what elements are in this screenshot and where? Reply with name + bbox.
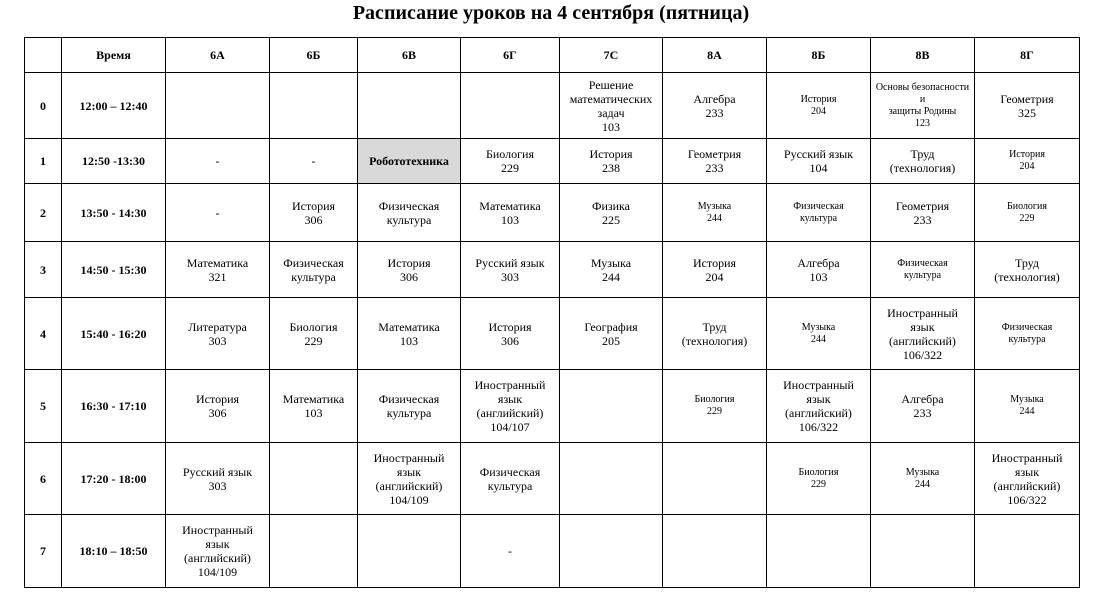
- lesson-cell: [461, 370, 560, 443]
- lesson-number: 3: [25, 242, 62, 298]
- lesson-line: 106/322: [1007, 492, 1047, 507]
- lesson-line: Русский язык: [783, 147, 854, 161]
- lesson-line: 238: [602, 161, 620, 175]
- lesson-line: Физическая: [793, 200, 844, 212]
- lesson-line: Физическая: [1001, 321, 1053, 333]
- lesson-line: культура: [1008, 333, 1046, 345]
- lesson-cell: [767, 184, 871, 242]
- lesson-line: 123: [915, 117, 930, 129]
- lesson-cell: [871, 242, 975, 298]
- lesson-line: задач: [597, 105, 625, 120]
- lesson-number: 7: [25, 515, 62, 588]
- lesson-line: язык: [497, 392, 523, 406]
- lesson-line: 306: [304, 212, 323, 227]
- lesson-line: Иностранный: [783, 378, 854, 392]
- header-cell-6a: 6А: [166, 38, 270, 73]
- lesson-line: Геометрия: [687, 147, 742, 161]
- lesson-cell: [560, 184, 663, 242]
- lesson-line: 306: [400, 269, 418, 284]
- lesson-line: Музыка: [905, 466, 940, 478]
- lesson-line: 104: [809, 161, 828, 175]
- lesson-line: Математика: [186, 255, 249, 270]
- lesson-cell: [975, 370, 1080, 443]
- lesson-cell: [871, 515, 975, 588]
- lesson-line: -: [508, 544, 512, 558]
- lesson-line: (английский): [375, 478, 443, 493]
- lesson-cell: [663, 515, 767, 588]
- lesson-number: 0: [25, 73, 62, 139]
- lesson-line: 103: [400, 333, 418, 348]
- lesson-line: язык: [1014, 464, 1040, 479]
- lesson-line: 303: [208, 478, 227, 493]
- lesson-line: язык: [396, 464, 422, 479]
- lesson-line: 204: [1019, 161, 1035, 172]
- lesson-cell: [461, 515, 560, 588]
- lesson-line: (английский): [993, 478, 1061, 493]
- lesson-line: язык: [910, 319, 935, 334]
- lesson-line: 233: [913, 406, 932, 420]
- lesson-cell: [461, 443, 560, 515]
- lesson-line: 303: [501, 269, 519, 284]
- lesson-line: 104/109: [389, 492, 429, 507]
- lesson-line: История: [291, 198, 336, 213]
- lesson-cell: [166, 515, 270, 588]
- lesson-cell: [270, 139, 358, 184]
- lesson-line: Русский язык: [475, 255, 545, 270]
- lesson-cell: [461, 139, 560, 184]
- lesson-line: 104/107: [490, 420, 530, 434]
- table-row: [25, 242, 1080, 298]
- lesson-cell: [767, 139, 871, 184]
- lesson-line: Литература: [188, 319, 247, 334]
- lesson-cell: [166, 298, 270, 370]
- lesson-line: Алгебра: [693, 91, 736, 106]
- lesson-cell: [975, 298, 1080, 370]
- lesson-line: 244: [602, 269, 620, 284]
- lesson-line: Труд: [910, 147, 935, 161]
- lesson-line: (английский): [476, 406, 544, 420]
- lesson-cell: [663, 73, 767, 139]
- lesson-cell: [166, 242, 270, 298]
- lesson-line: 229: [501, 161, 519, 175]
- lesson-line: культура: [799, 212, 838, 224]
- lesson-cell: [663, 443, 767, 515]
- lesson-line: Иностранный: [474, 378, 546, 392]
- lesson-line: 306: [208, 406, 227, 420]
- lesson-cell: [270, 370, 358, 443]
- lesson-line: Физическая: [378, 392, 440, 406]
- page-title: Расписание уроков на 4 сентября (пятница): [352, 2, 750, 24]
- lesson-time: 12:50 -13:30: [62, 139, 166, 184]
- header-cell-6g: 6Г: [461, 38, 560, 73]
- lesson-line: 244: [811, 333, 826, 345]
- lesson-cell: [560, 515, 663, 588]
- lesson-cell: [767, 298, 871, 370]
- schedule-body: [25, 73, 1080, 588]
- header-cell-8a: 8А: [663, 38, 767, 73]
- lesson-cell: [975, 242, 1080, 298]
- header-row: [25, 38, 1080, 73]
- header-cell-8v: 8В: [871, 38, 975, 73]
- lesson-line: Иностранный: [887, 305, 958, 320]
- lesson-cell: [358, 370, 461, 443]
- lesson-cell: [560, 73, 663, 139]
- lesson-cell: [767, 443, 871, 515]
- lesson-cell: [270, 515, 358, 588]
- lesson-line: Геометрия: [895, 198, 950, 213]
- table-row: [25, 443, 1080, 515]
- lesson-cell: [358, 443, 461, 515]
- header-cell-time: Время: [62, 38, 166, 73]
- lesson-line: Музыка: [1010, 394, 1044, 405]
- lesson-line: 303: [208, 333, 227, 348]
- lesson-cell: [461, 298, 560, 370]
- lesson-cell: [560, 139, 663, 184]
- lesson-line: 104/109: [197, 565, 238, 579]
- lesson-line: Алгебра: [797, 255, 840, 270]
- lesson-line: (английский): [889, 333, 956, 348]
- lesson-cell: [358, 515, 461, 588]
- lesson-cell: [871, 73, 975, 139]
- header-cell-6v: 6В: [358, 38, 461, 73]
- lesson-line: Основы безопасности и: [875, 81, 970, 105]
- lesson-line: -: [311, 154, 316, 168]
- schedule-table: [24, 37, 1080, 588]
- lesson-line: История: [589, 147, 633, 161]
- lesson-line: язык: [205, 537, 230, 551]
- lesson-line: Музыка: [801, 321, 836, 333]
- lesson-line: Алгебра: [901, 392, 944, 406]
- lesson-line: История: [195, 392, 240, 406]
- lesson-line: Физическая: [283, 255, 344, 270]
- lesson-cell: [560, 443, 663, 515]
- lesson-cell: [663, 242, 767, 298]
- lesson-cell: [461, 184, 560, 242]
- lesson-line: 229: [811, 478, 826, 490]
- lesson-cell: [461, 242, 560, 298]
- lesson-cell: [663, 298, 767, 370]
- header-cell-num: [25, 38, 62, 73]
- lesson-line: Музыка: [590, 255, 632, 270]
- lesson-line: Иностранный: [991, 450, 1063, 465]
- lesson-line: Иностранный: [182, 523, 253, 537]
- lesson-line: 244: [1019, 406, 1035, 417]
- lesson-line: 106/322: [798, 420, 839, 434]
- lesson-line: История: [387, 255, 431, 270]
- lesson-line: История: [1009, 149, 1045, 160]
- lesson-line: культура: [386, 212, 432, 227]
- lesson-line: 233: [705, 161, 724, 175]
- lesson-line: 229: [304, 333, 323, 348]
- lesson-line: Биология: [289, 319, 338, 334]
- header-cell-7s: 7С: [560, 38, 663, 73]
- lesson-line: Решение математических: [569, 77, 653, 106]
- lesson-line: Биология: [694, 394, 735, 405]
- lesson-line: Геометрия: [1000, 91, 1054, 106]
- lesson-time: 16:30 - 17:10: [62, 370, 166, 443]
- lesson-time: 14:50 - 15:30: [62, 242, 166, 298]
- lesson-cell: [767, 242, 871, 298]
- table-row: [25, 73, 1080, 139]
- lesson-line: Физическая: [378, 198, 440, 213]
- lesson-cell: [663, 370, 767, 443]
- lesson-line: (технология): [681, 333, 748, 348]
- table-row: [25, 370, 1080, 443]
- lesson-line: (английский): [184, 551, 251, 565]
- header-cell-8g: 8Г: [975, 38, 1080, 73]
- lesson-line: Физическая: [897, 257, 948, 269]
- lesson-line: Физика: [591, 198, 631, 213]
- table-row: [25, 515, 1080, 588]
- lesson-cell: [166, 184, 270, 242]
- lesson-line: 229: [1019, 212, 1035, 224]
- lesson-cell: [358, 298, 461, 370]
- lesson-line: Математика: [282, 392, 345, 406]
- lesson-line: История: [692, 255, 737, 270]
- lesson-cell: [166, 73, 270, 139]
- lesson-cell: [767, 370, 871, 443]
- lesson-cell: [358, 139, 461, 184]
- lesson-line: Труд: [702, 319, 727, 334]
- lesson-line: (английский): [785, 406, 852, 420]
- lesson-cell: [166, 370, 270, 443]
- lesson-line: Иностранный: [373, 450, 445, 465]
- lesson-line: История: [800, 93, 837, 105]
- lesson-cell: [560, 298, 663, 370]
- table-row: [25, 184, 1080, 242]
- lesson-number: 5: [25, 370, 62, 443]
- lesson-line: защиты Родины: [888, 105, 957, 117]
- lesson-time: 18:10 – 18:50: [62, 515, 166, 588]
- lesson-cell: [358, 73, 461, 139]
- lesson-cell: [871, 184, 975, 242]
- lesson-line: 103: [304, 406, 323, 420]
- lesson-line: культура: [487, 478, 533, 493]
- lesson-cell: [767, 515, 871, 588]
- lesson-cell: [166, 139, 270, 184]
- lesson-cell: [975, 443, 1080, 515]
- lesson-line: Математика: [479, 198, 541, 213]
- lesson-cell: [663, 139, 767, 184]
- lesson-cell: [871, 298, 975, 370]
- lesson-cell: [767, 73, 871, 139]
- lesson-line: -: [215, 154, 220, 168]
- lesson-line: 106/322: [902, 347, 943, 362]
- lesson-cell: [166, 443, 270, 515]
- lesson-number: 6: [25, 443, 62, 515]
- lesson-number: 1: [25, 139, 62, 184]
- lesson-cell: [270, 73, 358, 139]
- lesson-cell: [871, 139, 975, 184]
- lesson-cell: [871, 370, 975, 443]
- lesson-line: История: [488, 319, 532, 334]
- lesson-line: Биология: [798, 466, 839, 478]
- lesson-line: язык: [806, 392, 831, 406]
- lesson-line: (технология): [994, 269, 1060, 284]
- lesson-cell: [871, 443, 975, 515]
- lesson-line: 103: [501, 212, 519, 227]
- lesson-line: Музыка: [697, 200, 732, 212]
- table-row: [25, 139, 1080, 184]
- lesson-line: Биология: [485, 147, 534, 161]
- lesson-line: Труд: [1014, 255, 1040, 270]
- lesson-time: 17:20 - 18:00: [62, 443, 166, 515]
- lesson-line: 244: [915, 478, 930, 490]
- lesson-cell: [560, 370, 663, 443]
- header-cell-8b: 8Б: [767, 38, 871, 73]
- lesson-line: Робототехника: [369, 154, 449, 168]
- header-cell-6b: 6Б: [270, 38, 358, 73]
- lesson-cell: [358, 184, 461, 242]
- lesson-cell: [270, 184, 358, 242]
- lesson-cell: [270, 298, 358, 370]
- lesson-cell: [270, 242, 358, 298]
- table-row: [25, 298, 1080, 370]
- lesson-time: 12:00 – 12:40: [62, 73, 166, 139]
- lesson-cell: [560, 242, 663, 298]
- lesson-cell: [461, 73, 560, 139]
- lesson-line: 205: [602, 333, 620, 348]
- lesson-line: 244: [707, 212, 722, 224]
- lesson-line: Биология: [1006, 200, 1047, 212]
- lesson-line: культура: [291, 269, 336, 284]
- lesson-number: 4: [25, 298, 62, 370]
- lesson-cell: [975, 139, 1080, 184]
- lesson-cell: [975, 515, 1080, 588]
- lesson-line: Русский язык: [182, 464, 253, 479]
- lesson-line: культура: [903, 269, 942, 281]
- lesson-line: 103: [602, 119, 620, 134]
- lesson-line: 233: [705, 105, 724, 120]
- lesson-line: 233: [913, 212, 932, 227]
- lesson-line: 229: [707, 406, 722, 417]
- lesson-line: 204: [811, 105, 826, 117]
- lesson-line: Математика: [378, 319, 440, 334]
- lesson-line: География: [584, 319, 638, 334]
- lesson-line: 306: [501, 333, 519, 348]
- lesson-line: 225: [602, 212, 620, 227]
- lesson-line: -: [215, 205, 220, 220]
- lesson-cell: [663, 184, 767, 242]
- lesson-cell: [270, 443, 358, 515]
- lesson-time: 13:50 - 14:30: [62, 184, 166, 242]
- lesson-line: Физическая: [479, 464, 541, 479]
- lesson-cell: [975, 73, 1080, 139]
- lesson-line: 321: [208, 269, 227, 284]
- lesson-line: 325: [1018, 105, 1036, 120]
- lesson-line: культура: [386, 406, 432, 420]
- lesson-time: 15:40 - 16:20: [62, 298, 166, 370]
- lesson-cell: [358, 242, 461, 298]
- lesson-line: 103: [809, 269, 828, 284]
- lesson-cell: [975, 184, 1080, 242]
- lesson-line: 204: [705, 269, 724, 284]
- lesson-number: 2: [25, 184, 62, 242]
- lesson-line: (технология): [889, 161, 956, 175]
